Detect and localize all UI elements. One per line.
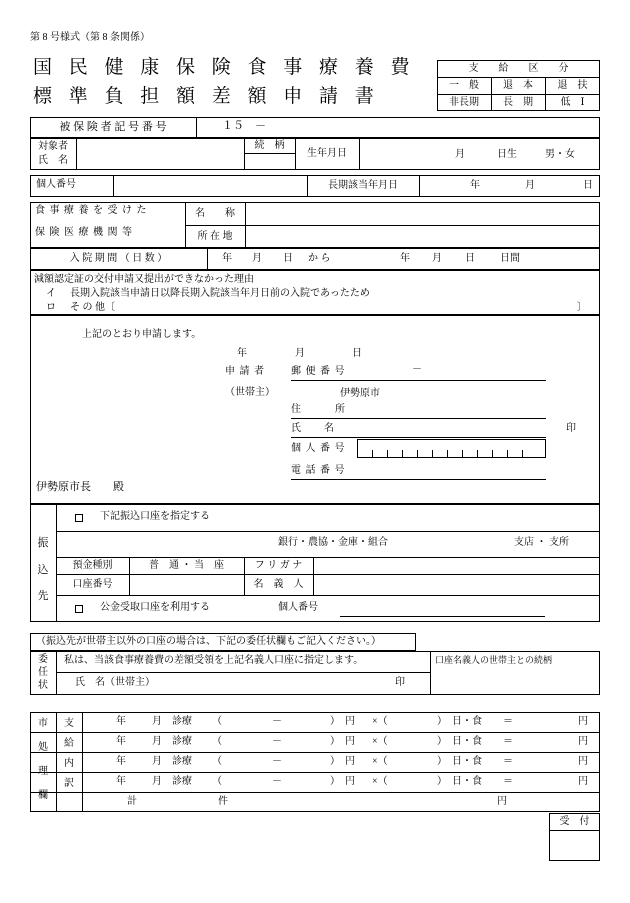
divider bbox=[185, 225, 600, 226]
divider bbox=[56, 595, 600, 596]
total-label: 計 bbox=[127, 796, 137, 807]
longterm-year-unit: 年 bbox=[470, 180, 480, 191]
divider bbox=[113, 175, 114, 197]
city-row-word: 診療 bbox=[172, 756, 192, 767]
city-row-dash: － bbox=[272, 756, 282, 767]
divider bbox=[492, 450, 493, 458]
stay-from-month: 月 bbox=[252, 253, 262, 264]
name-label: 氏 名 bbox=[291, 423, 335, 434]
postal-code-label: 郵 便 番 号 bbox=[291, 366, 346, 377]
city-side-label-1: 市 bbox=[38, 718, 48, 729]
institution-name-label: 名 称 bbox=[195, 207, 235, 219]
deposit-type-options[interactable]: 普 通 ・ 当 座 bbox=[149, 559, 224, 571]
stay-to-day: 日 bbox=[465, 253, 475, 264]
city-row-yen2: 円 bbox=[578, 716, 588, 727]
city-row-unit: 日・食 bbox=[452, 776, 482, 787]
divider bbox=[56, 672, 430, 673]
divider bbox=[419, 175, 420, 197]
birth-day-unit: 日生 bbox=[497, 149, 517, 160]
city-row-equal: ＝ bbox=[503, 776, 513, 787]
applicant-personal-number-boxes[interactable] bbox=[357, 439, 546, 458]
city-row-open: （ bbox=[212, 776, 222, 787]
divider bbox=[549, 830, 600, 831]
telephone-rule[interactable] bbox=[291, 479, 546, 480]
payment-class-low-i[interactable]: 低 Ⅰ bbox=[560, 96, 585, 108]
city-row-year: 年 bbox=[116, 736, 126, 747]
city-row-year: 年 bbox=[116, 716, 126, 727]
account-name-label: 名 義 人 bbox=[253, 578, 304, 590]
designate-account-label: 下記振込口座を指定する bbox=[100, 511, 210, 522]
proxy-name-label: 氏 名（世帯主） bbox=[75, 677, 155, 688]
city-row-month: 月 bbox=[152, 756, 162, 767]
city-side-label-2: 処 bbox=[38, 742, 48, 753]
form-title-line1: 国 民 健 康 保 険 食 事 療 養 費 bbox=[33, 57, 416, 78]
breakdown-side-label-2: 給 bbox=[64, 738, 74, 749]
public-account-checkbox[interactable] bbox=[75, 605, 83, 613]
city-row-times: ×（ bbox=[372, 776, 388, 787]
city-row-close: ） bbox=[330, 776, 340, 787]
furigana-label: フ リ ガ ナ bbox=[254, 559, 303, 571]
city-row-word: 診療 bbox=[172, 736, 192, 747]
city-row-close2: ） bbox=[437, 756, 447, 767]
institution-label-line2: 保 険 医 療 機 関 等 bbox=[35, 227, 133, 238]
city-row-times: ×（ bbox=[372, 756, 388, 767]
deposit-type-label: 預金種別 bbox=[72, 559, 113, 571]
divider bbox=[402, 450, 403, 458]
city-row-year: 年 bbox=[116, 756, 126, 767]
divider bbox=[387, 450, 388, 458]
divider bbox=[82, 712, 83, 812]
form-number: 第 8 号様式（第 8 条関係） bbox=[30, 32, 150, 43]
designate-account-checkbox[interactable] bbox=[75, 514, 83, 522]
divider bbox=[507, 450, 508, 458]
applicant-personal-number-label: 個 人 番 号 bbox=[291, 443, 346, 454]
application-statement: 上記のとおり申請します。 bbox=[82, 329, 202, 340]
city-row-dash: － bbox=[272, 716, 282, 727]
application-month: 月 bbox=[295, 348, 305, 359]
city-row-open: （ bbox=[212, 716, 222, 727]
longterm-day-unit: 日 bbox=[583, 180, 593, 191]
city-row-yen: 円 bbox=[345, 736, 355, 747]
divider bbox=[447, 450, 448, 458]
breakdown-side-label-3: 内 bbox=[64, 758, 74, 769]
divider bbox=[477, 450, 478, 458]
transfer-side-label-1: 振 bbox=[37, 536, 49, 549]
divider bbox=[56, 651, 57, 695]
divider bbox=[30, 772, 600, 773]
city-side-label-3: 理 bbox=[38, 766, 48, 777]
birthdate-label: 生年月日 bbox=[307, 148, 347, 159]
insured-number-value[interactable]: １５ － bbox=[222, 120, 266, 132]
divider bbox=[522, 450, 523, 458]
insured-number-label: 被 保 険 者 記 号 番 号 bbox=[59, 121, 167, 133]
city-row-equal: ＝ bbox=[503, 716, 513, 727]
city-row-close: ） bbox=[330, 716, 340, 727]
public-account-personal-number-label: 個人番号 bbox=[278, 602, 318, 613]
total-unit: 件 bbox=[218, 796, 228, 807]
transfer-side-label-2: 込 bbox=[37, 563, 49, 576]
postal-code-dash: － bbox=[412, 364, 422, 375]
hospitalization-label: 入 院 期 間 （ 日 数 ） bbox=[69, 253, 168, 264]
stay-days-unit: 日間 bbox=[500, 253, 520, 264]
breakdown-side-label-4: 訳 bbox=[64, 778, 74, 789]
target-person-label-line2: 氏 名 bbox=[38, 155, 68, 166]
proxy-side-label-2: 任 bbox=[38, 666, 48, 678]
divider bbox=[417, 450, 418, 458]
reason-option-ro-close: 〕 bbox=[577, 302, 587, 313]
longterm-month-unit: 月 bbox=[525, 180, 535, 191]
seal-label: 印 bbox=[566, 423, 576, 434]
public-account-label: 公金受取口座を利用する bbox=[100, 602, 210, 613]
account-number-label: 口座番号 bbox=[72, 578, 113, 590]
city-row-yen2: 円 bbox=[578, 756, 588, 767]
bank-type-options[interactable]: 銀行・農協・金庫・組合 bbox=[278, 537, 388, 548]
address-label: 住 所 bbox=[291, 404, 346, 415]
stay-from-year: 年 bbox=[222, 253, 232, 264]
divider bbox=[462, 450, 463, 458]
birth-month-unit: 月 bbox=[455, 149, 465, 160]
telephone-label: 電 話 番 号 bbox=[291, 465, 346, 476]
gender-option[interactable]: 男・女 bbox=[545, 149, 575, 160]
city-row-yen: 円 bbox=[345, 716, 355, 727]
divider bbox=[56, 531, 600, 532]
city-row-unit: 日・食 bbox=[452, 736, 482, 747]
proxy-statement: 私は、当該食事療養費の差額受領を上記名義人口座に指定します。 bbox=[64, 655, 364, 666]
divider bbox=[244, 153, 295, 154]
postal-code-rule[interactable] bbox=[291, 380, 546, 381]
city-row-equal: ＝ bbox=[503, 756, 513, 767]
city-row-times: ×（ bbox=[372, 736, 388, 747]
target-person-label-line1: 対象者 bbox=[38, 141, 68, 152]
stay-from-word: か ら bbox=[308, 253, 331, 264]
relation-label: 続 柄 bbox=[254, 139, 285, 151]
proxy-side-label-1: 委 bbox=[38, 653, 48, 665]
stay-from-day: 日 bbox=[283, 253, 293, 264]
longterm-date-label: 長期該当年月日 bbox=[328, 180, 398, 191]
reason-option-i-text: 長期入院該当申請日以降長期入院該当年月日前の入院であったため bbox=[70, 288, 370, 299]
payment-class-retiree-dependent[interactable]: 退 扶 bbox=[557, 79, 588, 91]
city-row-yen: 円 bbox=[345, 776, 355, 787]
divider bbox=[372, 450, 373, 458]
city-row-dash: － bbox=[272, 736, 282, 747]
city-row-times: ×（ bbox=[372, 716, 388, 727]
city-row-month: 月 bbox=[152, 716, 162, 727]
proxy-relation-label: 口座名義人の世帯主との続柄 bbox=[435, 655, 553, 665]
divider bbox=[207, 248, 208, 270]
divider bbox=[76, 138, 77, 170]
city-row-unit: 日・食 bbox=[452, 716, 482, 727]
proxy-side-label-3: 状 bbox=[38, 679, 48, 691]
city-row-yen: 円 bbox=[345, 756, 355, 767]
city-row-month: 月 bbox=[152, 736, 162, 747]
city-side-label-4: 欄 bbox=[38, 790, 48, 801]
divider bbox=[430, 651, 431, 695]
proxy-seal-label: 印 bbox=[395, 677, 405, 688]
stay-to-month: 月 bbox=[432, 253, 442, 264]
city-row-equal: ＝ bbox=[503, 736, 513, 747]
applicant-label: 申 請 者 bbox=[225, 366, 265, 377]
personal-number-label: 個人番号 bbox=[36, 179, 76, 190]
reason-option-ro-text: そ の 他〔 bbox=[70, 302, 115, 313]
divider bbox=[30, 752, 600, 753]
city-row-year: 年 bbox=[116, 776, 126, 787]
payment-class-longterm[interactable]: 長 期 bbox=[503, 96, 533, 108]
divider bbox=[313, 557, 314, 595]
reason-option-i-mark[interactable]: イ bbox=[46, 288, 56, 299]
city-row-open: （ bbox=[212, 736, 222, 747]
divider bbox=[30, 792, 600, 793]
city-row-close2: ） bbox=[437, 716, 447, 727]
city-row-close2: ） bbox=[437, 736, 447, 747]
city-row-month: 月 bbox=[152, 776, 162, 787]
payment-class-header: 支 給 区 分 bbox=[468, 62, 569, 74]
divider bbox=[432, 450, 433, 458]
city-row-unit: 日・食 bbox=[452, 756, 482, 767]
breakdown-side-label-1: 支 bbox=[64, 718, 74, 729]
transfer-side-label-3: 先 bbox=[37, 589, 49, 602]
city-row-open: （ bbox=[212, 756, 222, 767]
stay-to-year: 年 bbox=[400, 253, 410, 264]
proxy-note: （振込先が世帯主以外の口座の場合は、下記の委任状欄もご記入ください。） bbox=[36, 636, 381, 647]
city-row-close: ） bbox=[330, 736, 340, 747]
divider bbox=[30, 732, 600, 733]
address-rule[interactable] bbox=[291, 418, 546, 419]
city-row-close2: ） bbox=[437, 776, 447, 787]
payment-class-retiree-main[interactable]: 退 本 bbox=[503, 79, 533, 91]
institution-address-label: 所 在 地 bbox=[197, 230, 233, 242]
city-row-dash: － bbox=[272, 776, 282, 787]
mayor-addressee: 伊勢原市長 殿 bbox=[36, 481, 124, 493]
institution-label-line1: 食 事 療 養 を 受 け た bbox=[35, 205, 148, 216]
divider bbox=[359, 138, 360, 170]
divider bbox=[196, 117, 197, 138]
householder-label: （世帯主） bbox=[225, 387, 275, 398]
application-day: 日 bbox=[352, 348, 362, 359]
reason-option-ro-mark[interactable]: ロ bbox=[46, 302, 56, 313]
payment-class-general[interactable]: 一 般 bbox=[449, 79, 479, 91]
city-prefill: 伊勢原市 bbox=[340, 388, 380, 399]
total-yen: 円 bbox=[497, 796, 507, 807]
public-account-personal-number-rule[interactable] bbox=[340, 616, 545, 617]
name-rule[interactable] bbox=[291, 437, 546, 438]
city-row-yen2: 円 bbox=[578, 776, 588, 787]
receipt-label: 受 付 bbox=[559, 815, 590, 827]
city-row-yen2: 円 bbox=[578, 736, 588, 747]
form-title-line2: 標 準 負 担 額 差 額 申 請 書 bbox=[33, 86, 380, 107]
city-row-word: 診療 bbox=[172, 716, 192, 727]
city-row-word: 診療 bbox=[172, 776, 192, 787]
branch-type-options[interactable]: 支店 ・ 支所 bbox=[514, 537, 569, 548]
application-year: 年 bbox=[237, 348, 247, 359]
divider bbox=[56, 574, 600, 575]
reason-heading: 減額認定証の交付申請又提出ができなかった理由 bbox=[34, 274, 254, 285]
city-row-close: ） bbox=[330, 756, 340, 767]
payment-class-non-longterm[interactable]: 非長期 bbox=[449, 96, 479, 108]
